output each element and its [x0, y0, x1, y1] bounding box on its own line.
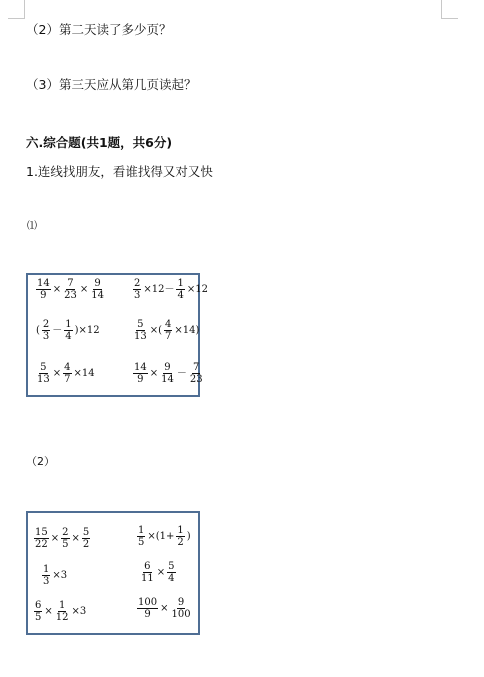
denominator: 4 — [177, 290, 184, 301]
operator: ×( — [149, 325, 163, 336]
question-2-text: （2）第二天读了多少页？ — [26, 22, 172, 37]
numerator: 1 — [177, 278, 184, 289]
denominator: 3 — [134, 290, 141, 301]
numerator: 100 — [138, 597, 158, 608]
denominator: 2 — [177, 537, 184, 548]
operator: × — [71, 533, 80, 544]
operator: ×14 — [73, 368, 95, 379]
operator: × — [52, 284, 62, 295]
numerator: 5 — [40, 362, 47, 373]
numerator: 4 — [165, 319, 172, 330]
expression-left[interactable] — [35, 362, 96, 385]
fraction — [63, 278, 78, 301]
expression-left[interactable] — [35, 278, 106, 301]
crop-mark-top-right — [441, 0, 458, 19]
fraction — [64, 319, 72, 342]
operator: × — [149, 368, 159, 379]
operator: － — [176, 368, 187, 379]
operator: ×(1+ — [147, 531, 175, 542]
numerator: 2 — [62, 527, 69, 538]
denominator: 7 — [64, 374, 71, 385]
fraction — [61, 527, 69, 550]
expression-left[interactable] — [41, 564, 68, 587]
fraction — [167, 561, 175, 584]
fraction — [42, 564, 50, 587]
numerator: 9 — [177, 597, 185, 608]
fraction — [36, 278, 51, 301]
numerator: 9 — [164, 362, 171, 373]
operator: ×3 — [52, 570, 68, 581]
part-2-label: （2） — [26, 455, 55, 468]
numerator: 5 — [168, 561, 175, 572]
numerator: 7 — [193, 362, 200, 373]
part-1-label: ⑴ — [27, 221, 37, 232]
numerator: 2 — [134, 278, 141, 289]
denominator: 11 — [141, 573, 154, 584]
numerator: 2 — [42, 319, 50, 330]
fraction — [140, 561, 155, 584]
denominator: 23 — [64, 290, 77, 301]
denominator: 5 — [35, 612, 42, 623]
numerator: 5 — [82, 527, 90, 538]
expression-left[interactable] — [33, 600, 87, 623]
numerator: 1 — [58, 600, 66, 611]
fraction — [164, 319, 172, 342]
fraction — [160, 362, 175, 385]
denominator: 13 — [37, 374, 50, 385]
fraction — [133, 319, 148, 342]
denominator: 7 — [165, 331, 172, 342]
operator: × — [79, 284, 89, 295]
numerator: 14 — [134, 362, 147, 373]
expression-left[interactable] — [35, 319, 101, 342]
numerator: 15 — [35, 527, 48, 538]
question-3-text: （3）第三天应从第几页读起？ — [26, 77, 197, 92]
operator: ( — [36, 325, 40, 336]
expression-right[interactable] — [132, 278, 209, 301]
expression-right[interactable] — [132, 319, 200, 342]
matching-box-part-2 — [26, 511, 200, 635]
expression-right[interactable] — [136, 525, 192, 548]
numerator: 5 — [137, 319, 144, 330]
expression-right[interactable] — [136, 597, 193, 620]
operator: × — [44, 606, 53, 617]
fraction — [63, 362, 71, 385]
fraction — [133, 278, 141, 301]
numerator: 7 — [67, 278, 74, 289]
denominator: 3 — [42, 331, 50, 342]
denominator: 14 — [161, 374, 174, 385]
fraction — [170, 597, 191, 620]
crop-mark-top-left — [8, 0, 25, 19]
numerator: 6 — [144, 561, 151, 572]
fraction — [176, 525, 184, 548]
operator: ×14) — [174, 325, 200, 336]
fraction — [55, 600, 70, 623]
operator: ×12－ — [143, 284, 175, 295]
denominator: 9 — [40, 290, 47, 301]
denominator: 13 — [134, 331, 147, 342]
denominator: 3 — [43, 576, 50, 587]
numerator: 1 — [138, 525, 145, 536]
fraction — [137, 525, 145, 548]
numerator: 1 — [43, 564, 50, 575]
operator: ) — [186, 531, 191, 542]
denominator: 9 — [137, 374, 144, 385]
denominator: 5 — [62, 539, 69, 550]
denominator: 22 — [35, 539, 48, 550]
denominator: 4 — [168, 573, 175, 584]
denominator: 14 — [91, 290, 104, 301]
matching-box-part-1 — [26, 273, 208, 397]
fraction — [133, 362, 148, 385]
denominator: 2 — [82, 539, 90, 550]
fraction — [36, 362, 51, 385]
operator: × — [156, 567, 166, 578]
fraction — [42, 319, 50, 342]
numerator: 1 — [65, 319, 72, 330]
numerator: 9 — [94, 278, 101, 289]
numerator: 14 — [37, 278, 50, 289]
operator: )×12 — [74, 325, 100, 336]
denominator: 5 — [138, 537, 145, 548]
denominator: 100 — [171, 609, 191, 620]
fraction — [82, 527, 90, 550]
fraction — [34, 600, 42, 623]
denominator: 23 — [189, 374, 203, 385]
operator: × — [50, 533, 60, 544]
fraction — [137, 597, 158, 620]
expression-right[interactable] — [139, 561, 177, 584]
numerator: 6 — [35, 600, 42, 611]
fraction — [90, 278, 105, 301]
denominator: 4 — [65, 331, 72, 342]
operator: ×12 — [186, 284, 208, 295]
denominator: 9 — [144, 609, 151, 620]
problem-statement: 1.连线找朋友，看谁找得又对又快 — [26, 164, 213, 179]
fraction — [34, 527, 49, 550]
operator: ×3 — [71, 606, 87, 617]
numerator: 1 — [177, 525, 184, 536]
numerator: 4 — [64, 362, 71, 373]
fraction — [176, 278, 184, 301]
denominator: 12 — [55, 612, 69, 623]
operator: － — [52, 325, 63, 336]
section-heading: 六.综合题(共1题，共6分) — [26, 135, 173, 150]
expression-right[interactable] — [132, 362, 205, 385]
operator: × — [52, 368, 62, 379]
operator: × — [160, 603, 169, 614]
expression-left[interactable] — [33, 527, 91, 550]
fraction — [189, 362, 204, 385]
